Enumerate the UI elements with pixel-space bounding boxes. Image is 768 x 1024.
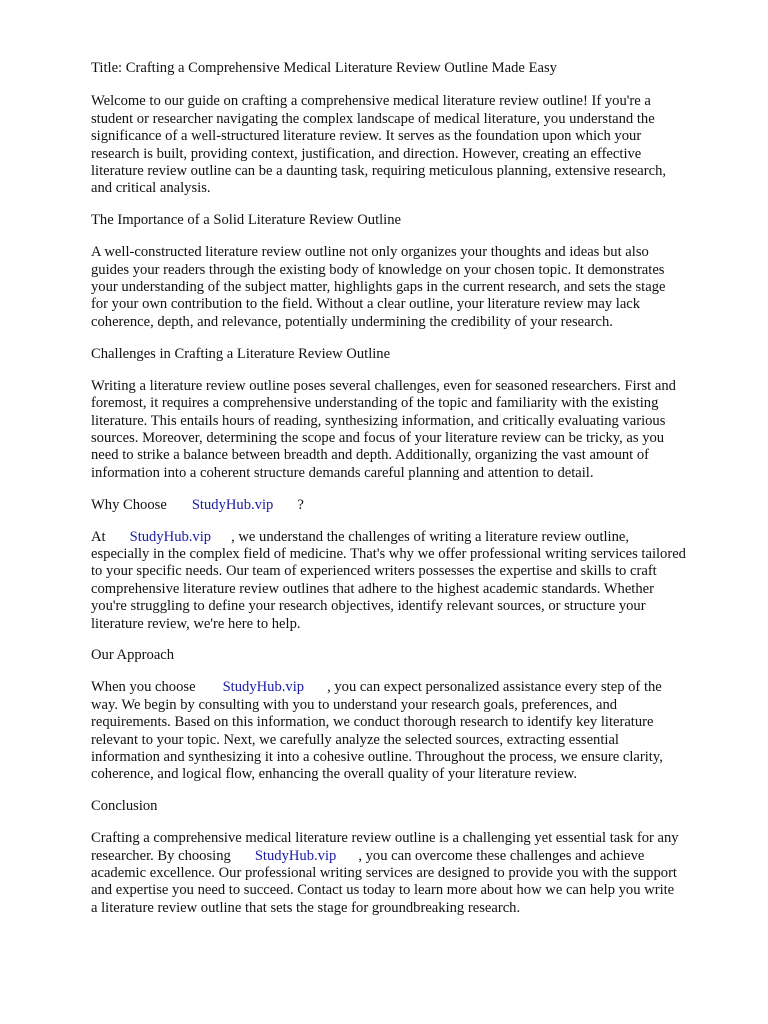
approach-first-line [91,679,731,696]
why-choose-question-mark: ? [297,496,304,513]
document-page [91,60,731,917]
at-label: At [91,528,106,545]
intro-paragraph: Welcome to our guide on crafting a comprehensive medical literature review outline! If you're a student or researcher navigating the complex landscape of medical literature, you understand the significance of a well-structured literature review. It serves as the foundation upon which your research is built, providing context, justification, and direction. However, creating an effective literature review outline can be a daunting task, requiring meticulous planning, extensive research, and critical analysis. [91,93,667,197]
heading-challenges: Challenges in Crafting a Literature Review Outline [91,345,391,362]
conclusion-first-line: Crafting a comprehensive medical literature review outline is a challenging yet essential task for any [91,830,679,847]
why-choose-label: Why Choose [91,496,167,513]
heading-importance: The Importance of a Solid Literature Review Outline [91,212,402,229]
paragraph-our-approach [91,679,731,783]
document-title: Title: Crafting a Comprehensive Medical Literature Review Outline Made Easy [91,60,557,76]
heading-why-choose [91,497,731,514]
studyhub-link[interactable]: StudyHub.vip [222,679,305,696]
studyhub-link[interactable]: StudyHub.vip [191,496,274,513]
conclusion-second-line-text: , you can overcome these challenges and achieve [358,847,645,864]
paragraph-challenges: Writing a literature review outline poses several challenges, even for seasoned researchers. First and foremost, it requires a comprehensive understanding of the topic and familiarity with the existing literature. This entails hours of reading, synthesizing information, and critically evaluating various sources. Moreover, determining the scope and focus of your literature review can be tricky, as you need to strike a balance between breadth and depth. Additionally, organizing the vast amount of information into a coherent structure demands careful planning and attention to detail. [91,377,676,481]
conclusion-second-line [91,848,731,865]
approach-label: When you choose [91,679,196,696]
conclusion-label: researcher. By choosing [91,847,231,864]
studyhub-link[interactable]: StudyHub.vip [254,847,337,864]
approach-first-line-text: , you can expect personalized assistance every step of the [327,679,662,696]
paragraph-at-studyhub [91,529,731,633]
at-studyhub-rest: especially in the complex field of medicine. That's why we offer professional writing services tailored to your specific needs. Our team of experienced writers possesses the expertise and skills to craft comprehensive literature review outlines that adhere to the highest academic standards. Whether you're struggling to define your research objectives, identify relevant sources, or structure your literature review, we're here to help. [91,545,686,632]
approach-rest: way. We begin by consulting with you to understand your research goals, preferences, and requirements. Based on this information, we conduct thorough research to identify key literature relevant to your topic. Next, we carefully analyze the selected sources, extracting essential information and synthesizing it into a cohesive outline. Throughout the process, we ensure clarity, coherence, and logical flow, enhancing the overall quality of your literature review. [91,696,663,783]
studyhub-link[interactable]: StudyHub.vip [129,528,212,545]
heading-conclusion: Conclusion [91,798,158,815]
at-studyhub-first-line-text: , we understand the challenges of writing a literature review outline, [231,528,630,545]
conclusion-rest: academic excellence. Our professional writing services are designed to provide you with the support and expertise you need to succeed. Contact us today to learn more about how we can help you write a literature review outline that sets the stage for groundbreaking research. [91,865,677,916]
at-studyhub-first-line [91,529,731,546]
heading-our-approach: Our Approach [91,647,175,664]
paragraph-conclusion [91,830,731,917]
paragraph-importance: A well-constructed literature review outline not only organizes your thoughts and ideas but also guides your readers through the existing body of knowledge on your chosen topic. It demonstrates your understanding of the subject matter, highlights gaps in the current research, and sets the stage for your own contribution to the field. Without a clear outline, your literature review may lack coherence, depth, and relevance, potentially undermining the credibility of your research. [91,244,666,330]
